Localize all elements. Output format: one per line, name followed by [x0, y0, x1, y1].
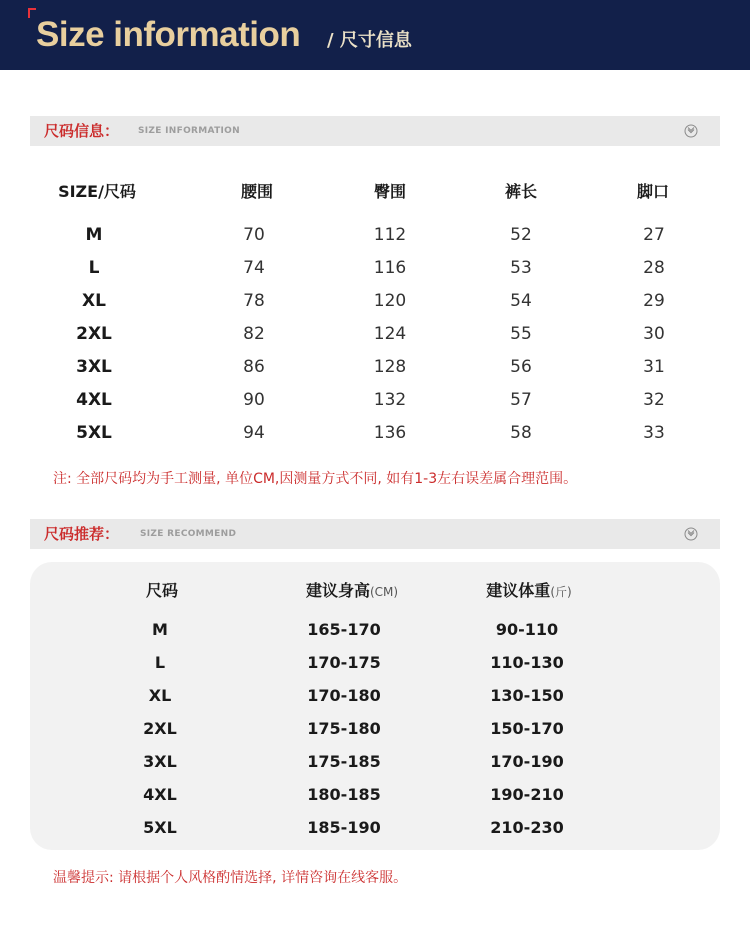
height-cell: 185-190	[307, 818, 381, 837]
hip-cell: 116	[373, 258, 407, 278]
hem-cell: 31	[643, 357, 665, 377]
size-recommend-section-bar	[30, 519, 720, 549]
table-header: 尺码	[145, 581, 179, 600]
weight-cell: 90-110	[495, 620, 559, 639]
table-header: 建议体重(斤)	[486, 581, 572, 600]
weight-cell: 130-150	[490, 686, 564, 705]
section-title-cn: 尺码信息：	[44, 122, 120, 140]
weight-cell: 150-170	[490, 719, 564, 738]
weight-cell: 210-230	[490, 818, 564, 837]
length-cell: 58	[510, 423, 532, 443]
length-cell: 53	[510, 258, 532, 278]
size-cell: 3XL	[76, 357, 112, 377]
section-title-en: SIZE RECOMMEND	[140, 529, 237, 539]
waist-cell: 70	[243, 225, 265, 245]
size-cell: L	[88, 258, 100, 278]
length-cell: 52	[510, 225, 532, 245]
corner-bracket-icon	[28, 8, 36, 18]
waist-cell: 74	[243, 258, 265, 278]
size-information-section-bar	[30, 116, 720, 146]
size-cell: 5XL	[76, 423, 112, 443]
length-cell: 56	[510, 357, 532, 377]
waist-cell: 78	[243, 291, 265, 311]
hip-cell: 120	[373, 291, 407, 311]
recommend-note: 温馨提示: 请根据个人风格酌情选择, 详情咨询在线客服。	[53, 870, 408, 886]
size-cell: 4XL	[143, 785, 177, 804]
size-cell: 4XL	[76, 390, 112, 410]
weight-cell: 190-210	[490, 785, 564, 804]
table-header: 腰围	[240, 182, 274, 201]
hem-cell: 30	[643, 324, 665, 344]
hem-cell: 32	[643, 390, 665, 410]
height-cell: 180-185	[307, 785, 381, 804]
hip-cell: 124	[373, 324, 407, 344]
length-cell: 55	[510, 324, 532, 344]
hem-cell: 33	[643, 423, 665, 443]
table-header: SIZE/尺码	[58, 182, 136, 201]
header-banner	[0, 0, 750, 70]
height-cell: 175-180	[307, 719, 381, 738]
hem-cell: 29	[643, 291, 665, 311]
length-cell: 57	[510, 390, 532, 410]
banner-title-cn: / 尺寸信息	[327, 30, 412, 51]
weight-cell: 110-130	[490, 653, 564, 672]
waist-cell: 90	[243, 390, 265, 410]
size-cell: XL	[82, 291, 106, 311]
section-title-en: SIZE INFORMATION	[138, 126, 240, 136]
size-cell: M	[85, 225, 103, 245]
size-cell: L	[154, 653, 166, 672]
hem-cell: 27	[643, 225, 665, 245]
length-cell: 54	[510, 291, 532, 311]
size-cell: XL	[148, 686, 172, 705]
section-title-cn: 尺码推荐：	[44, 525, 120, 543]
table-header: 脚口	[636, 182, 670, 201]
height-cell: 175-185	[307, 752, 381, 771]
weight-cell: 170-190	[490, 752, 564, 771]
size-cell: 2XL	[76, 324, 112, 344]
waist-cell: 86	[243, 357, 265, 377]
hip-cell: 128	[373, 357, 407, 377]
hem-cell: 28	[643, 258, 665, 278]
table-header: 裤长	[504, 182, 538, 201]
height-cell: 165-170	[307, 620, 381, 639]
table-header: 建议身高(CM)	[305, 581, 399, 600]
size-cell: 3XL	[143, 752, 177, 771]
chevron-down-circle-icon[interactable]	[684, 527, 698, 541]
size-cell: 2XL	[143, 719, 177, 738]
table-header: 臀围	[373, 182, 407, 201]
hip-cell: 136	[373, 423, 407, 443]
hip-cell: 132	[373, 390, 407, 410]
chevron-down-circle-icon[interactable]	[684, 124, 698, 138]
size-cell: M	[152, 620, 168, 639]
size-cell: 5XL	[143, 818, 177, 837]
hip-cell: 112	[373, 225, 407, 245]
waist-cell: 82	[243, 324, 265, 344]
height-cell: 170-180	[307, 686, 381, 705]
waist-cell: 94	[243, 423, 265, 443]
height-cell: 170-175	[307, 653, 381, 672]
measurement-note: 注: 全部尺码均为手工测量, 单位CM,因测量方式不同, 如有1-3左右误差属合理范围。	[53, 471, 578, 487]
banner-title-en: Size information	[36, 15, 301, 54]
